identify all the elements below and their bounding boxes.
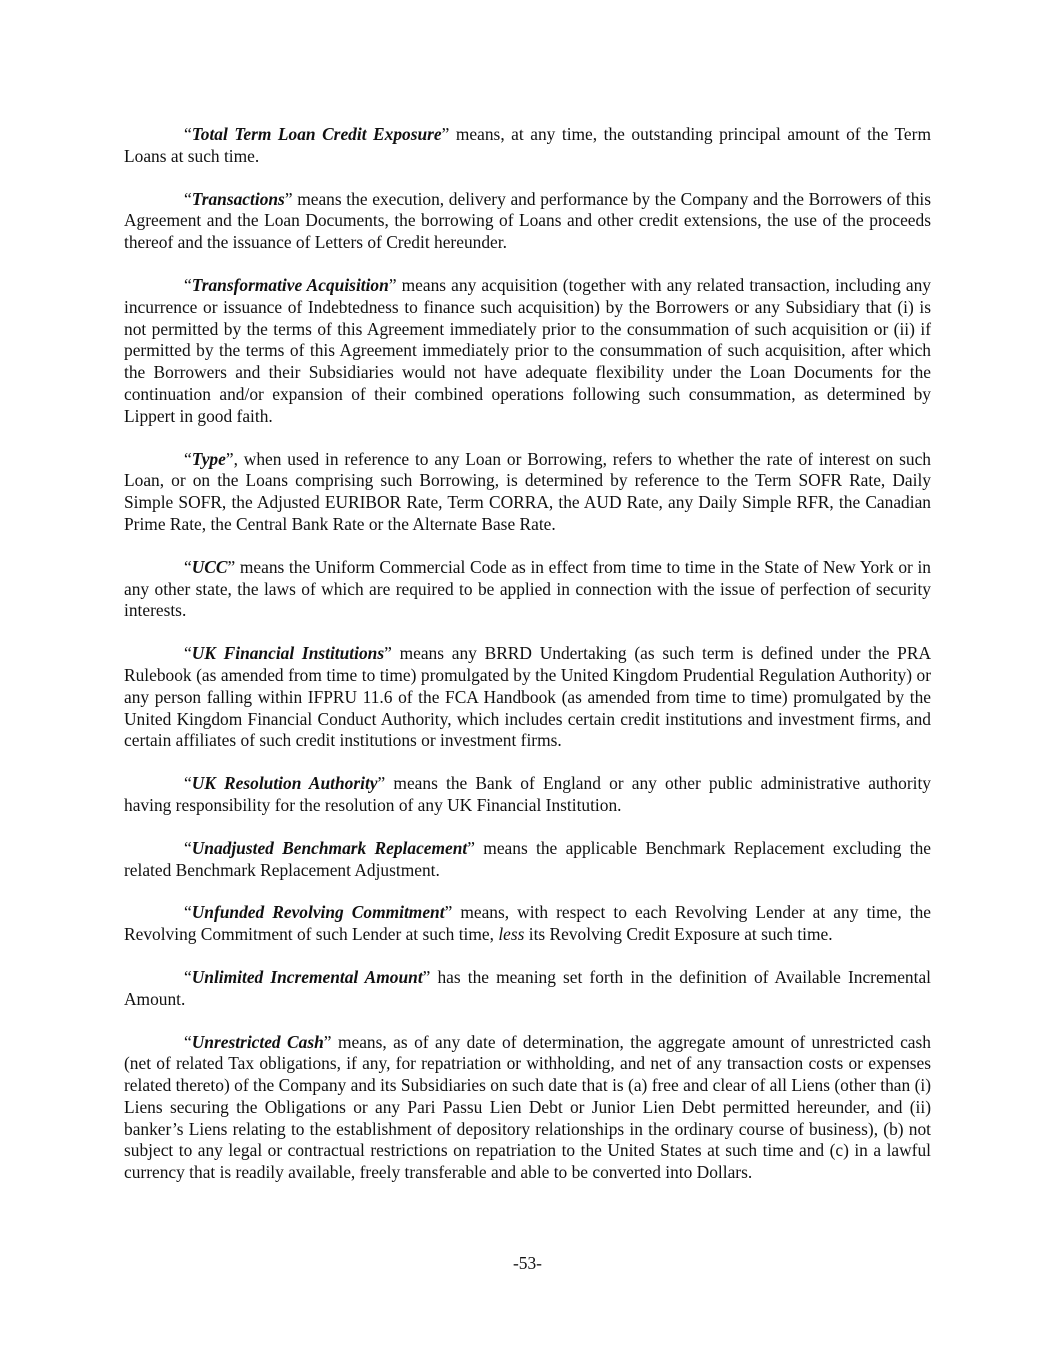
definition-text-tail: its Revolving Credit Exposure at such time. — [524, 924, 833, 945]
definition-text: ” means the Bank of England or any other public administrative authority having responsibility for the resolution of any UK Financial Institution. — [124, 773, 931, 815]
defined-term: Unrestricted Cash — [191, 1031, 324, 1052]
definition-transactions: “Transactions” means the execution, delivery and performance by the Company and the Borrowers of this Agreement and the Loan Documents, the borrowing of Loans and other credit extensions, the use of the proceeds thereof and the issuance of Letters of Credit hereunder. — [124, 188, 931, 253]
definition-text: ” has the meaning set forth in the definition of Available Incremental Amount. — [124, 966, 931, 1009]
definition-type: “Type”, when used in reference to any Loan or Borrowing, refers to whether the rate of interest on such Loan, or on the Loans comprising such Borrowing, is determined by reference to the Term SOFR Rate, Daily Simple SOFR, the Adjusted EURIBOR Rate, Term CORRA, the AUD Rate, any Daily Simple RFR, the Canadian Prime Rate, the Central Bank Rate or the Alternate Base Rate. — [124, 448, 931, 534]
definition-text: ” means any acquisition (together with any related transaction, including any incurrence or issuance of Indebtedness to finance such acquisition) by the Borrowers or any Subsidiary that (i) is not permitted by the terms of this Agreement immediately prior to the consummation of such acquisition or (ii) if permitted by the terms of this Agreement immediately prior to the consummation of such acquisition, after which the Borrowers and their Subsidiaries would not have adequate flexibility under the Loan Documents for the continuation and/or expansion of their combined operations following such consummation, as determined by Lippert in good faith. — [124, 274, 932, 426]
definition-uk-financial-institutions: “UK Financial Institutions” means any BRRD Undertaking (as such term is defined under the PRA Rulebook (as amended from time to time) promulgated by the United Kingdom Prudential Regulation Authority) or any person falling within IFPRU 11.6 of the FCA Handbook (as amended from time to time) promulgated by the United Kingdom Financial Conduct Authority, which includes certain credit institutions and investment firms, and certain affiliates of such credit institutions or investment firms. — [124, 643, 932, 751]
defined-term: Total Term Loan Credit Exposure — [191, 124, 442, 144]
defined-term: Transactions — [191, 188, 285, 209]
defined-term: Type — [191, 448, 226, 469]
definition-total-term-loan-credit-exposure: “Total Term Loan Credit Exposure” means, at any time, the outstanding principal amount of the Term Loans at such time. — [124, 124, 931, 166]
document-body — [124, 124, 931, 1205]
definition-uk-resolution-authority: “UK Resolution Authority” means the Bank of England or any other public administrative authority having responsibility for the resolution of any UK Financial Institution. — [124, 773, 931, 815]
page-number: -53- — [513, 1253, 542, 1273]
definition-text: ” means any BRRD Undertaking (as such term is defined under the PRA Rulebook (as amended from time to time) promulgated by the United Kingdom Prudential Regulation Authority) or any person falling within IFPRU 11.6 of the FCA Handbook (as amended from time to time) promulgated by the United Kingdom Financial Conduct Authority, which includes certain credit institutions and investment firms, and certain affiliates of such credit institutions or investment firms. — [124, 643, 932, 751]
definition-text-italic: less — [498, 924, 525, 945]
definition-text: ” means the applicable Benchmark Replacement excluding the related Benchmark Replacement Adjustment. — [124, 837, 931, 880]
defined-term: UCC — [191, 556, 228, 577]
defined-term: Unadjusted Benchmark Replacement — [191, 837, 468, 858]
definition-text: ” means, as of any date of determination, the aggregate amount of unrestricted cash (net of related Tax obligations, if any, for repatriation or withholding, and net of any transaction costs or expenses related thereto) of the Company and its Subsidiaries on such date that is (a) free and clear of all Liens (other than (i) Liens securing the Obligations or any Pari Passu Lien Debt or Junior Lien Debt permitted hereunder, and (ii) banker’s Liens relating to the establishment of depository relationships in the ordinary course of business), (b) not subject to any legal or contractual restrictions on repatriation to the United States at such time and (c) in a lawful currency that is readily available, freely transferable and able to be converted into Dollars. — [124, 1031, 931, 1183]
definition-unfunded-revolving-commitment: “Unfunded Revolving Commitment” means, with respect to each Revolving Lender at any time, the Revolving Commitment of such Lender at such time, less its Revolving Credit Exposure at such time. — [124, 902, 931, 945]
definition-transformative-acquisition: “Transformative Acquisition” means any acquisition (together with any related transaction, including any incurrence or issuance of Indebtedness to finance such acquisition) by the Borrowers or any Subsidiary that (i) is not permitted by the terms of this Agreement immediately prior to the consummation of such acquisition or (ii) if permitted by the terms of this Agreement immediately prior to the consummation of such acquisition, after which the Borrowers and their Subsidiaries would not have adequate flexibility under the Loan Documents for the continuation and/or expansion of their combined operations following such consummation, as determined by Lippert in good faith. — [124, 274, 932, 426]
defined-term: UK Financial Institutions — [191, 643, 385, 664]
definition-ucc: “UCC” means the Uniform Commercial Code as in effect from time to time in the State of New York or in any other state, the laws of which are required to be applied in connection with the issue of perfection of security interests. — [124, 556, 931, 621]
definition-unrestricted-cash: “Unrestricted Cash” means, as of any date of determination, the aggregate amount of unrestricted cash (net of related Tax obligations, if any, for repatriation or withholding, and net of any transaction costs or expenses related thereto) of the Company and its Subsidiaries on such date that is (a) free and clear of all Liens (other than (i) Liens securing the Obligations or any Pari Passu Lien Debt or Junior Lien Debt permitted hereunder, and (ii) banker’s Liens relating to the establishment of depository relationships in the ordinary course of business), (b) not subject to any legal or contractual restrictions on repatriation to the United States at such time and (c) in a lawful currency that is readily available, freely transferable and able to be converted into Dollars. — [124, 1031, 931, 1183]
definition-text: ”, when used in reference to any Loan or Borrowing, refers to whether the rate of interest on such Loan, or on the Loans comprising such Borrowing, is determined by reference to the Term SOFR Rate, Daily Simple SOFR, the Adjusted EURIBOR Rate, Term CORRA, the AUD Rate, any Daily Simple RFR, the Canadian Prime Rate, the Central Bank Rate or the Alternate Base Rate. — [124, 448, 931, 534]
definition-unlimited-incremental-amount: “Unlimited Incremental Amount” has the meaning set forth in the definition of Available Incremental Amount. — [124, 966, 931, 1009]
definition-text: ” means the execution, delivery and performance by the Company and the Borrowers of this Agreement and the Loan Documents, the borrowing of Loans and other credit extensions, the use of the proceeds thereof and the issuance of Letters of Credit hereunder. — [124, 188, 931, 253]
defined-term: UK Resolution Authority — [191, 773, 378, 794]
definition-unadjusted-benchmark-replacement: “Unadjusted Benchmark Replacement” means the applicable Benchmark Replacement excluding the related Benchmark Replacement Adjustment. — [124, 837, 931, 880]
defined-term: Unfunded Revolving Commitment — [191, 902, 445, 923]
definition-text: ” means the Uniform Commercial Code as in effect from time to time in the State of New York or in any other state, the laws of which are required to be applied in connection with the issue of perfection of security interests. — [124, 556, 931, 621]
defined-term: Transformative Acquisition — [191, 274, 389, 295]
definition-text: ” means, with respect to each Revolving Lender at any time, the Revolving Commitment of such Lender at such time, — [124, 902, 931, 945]
defined-term: Unlimited Incremental Amount — [191, 966, 423, 987]
definition-text: ” means, at any time, the outstanding principal amount of the Term Loans at such time. — [124, 124, 931, 166]
